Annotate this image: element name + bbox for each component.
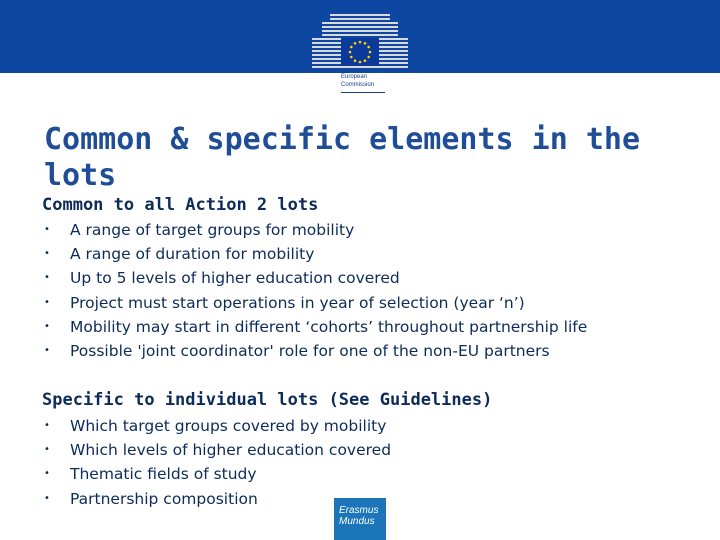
list-item-text: Up to 5 levels of higher education covered bbox=[70, 269, 400, 288]
logo-underline bbox=[341, 92, 385, 93]
list-item-text: Which target groups covered by mobility bbox=[70, 417, 387, 435]
specific-section-heading: Specific to individual lots (See Guidelines) bbox=[42, 390, 493, 410]
list-item-text: A range of target groups for mobility bbox=[70, 221, 355, 239]
bullet-icon: • bbox=[44, 492, 50, 504]
bullet-icon: • bbox=[44, 320, 50, 332]
list-item bbox=[44, 438, 391, 462]
bullet-icon: • bbox=[44, 224, 50, 235]
list-item-text: Project must start operations in year of selection (year ‘n’) bbox=[70, 293, 525, 312]
list-item-text: A range of duration for mobility bbox=[70, 245, 315, 264]
list-item bbox=[44, 339, 587, 363]
bullet-icon: • bbox=[44, 296, 50, 308]
list-item bbox=[44, 462, 391, 486]
erasmus-logo-line2: Mundus bbox=[339, 516, 375, 527]
list-item bbox=[44, 218, 587, 242]
slide-title: Common & specific elements in the lots bbox=[44, 122, 641, 193]
bullet-icon: • bbox=[44, 272, 50, 284]
bullet-icon: • bbox=[44, 468, 50, 480]
list-item-text: Thematic fields of study bbox=[70, 465, 257, 484]
common-section-heading: Common to all Action 2 lots bbox=[42, 195, 319, 215]
list-item bbox=[44, 291, 587, 315]
list-item bbox=[44, 315, 587, 339]
list-item bbox=[44, 414, 391, 438]
logo-caption bbox=[341, 73, 401, 89]
bullet-icon: • bbox=[44, 248, 50, 260]
specific-bullet-list bbox=[44, 414, 391, 511]
erasmus-mundus-logo bbox=[334, 498, 386, 540]
bullet-icon: • bbox=[44, 345, 50, 357]
list-item-text: Which levels of higher education covered bbox=[70, 441, 392, 460]
list-item bbox=[44, 242, 587, 266]
list-item-text: Mobility may start in different ‘cohorts’ throughout partnership life bbox=[70, 317, 588, 336]
list-item bbox=[44, 266, 587, 290]
logo-caption-line1: European bbox=[341, 74, 368, 80]
logo-caption-line2: Commission bbox=[341, 82, 375, 88]
list-item-text: Possible 'joint coordinator' role for one of the non-EU partners bbox=[70, 342, 550, 361]
erasmus-logo-line1: Erasmus bbox=[339, 505, 379, 516]
bullet-icon: • bbox=[44, 444, 50, 456]
list-item-text: Partnership composition bbox=[70, 489, 258, 508]
bullet-icon: • bbox=[44, 420, 50, 431]
common-bullet-list bbox=[44, 218, 587, 363]
